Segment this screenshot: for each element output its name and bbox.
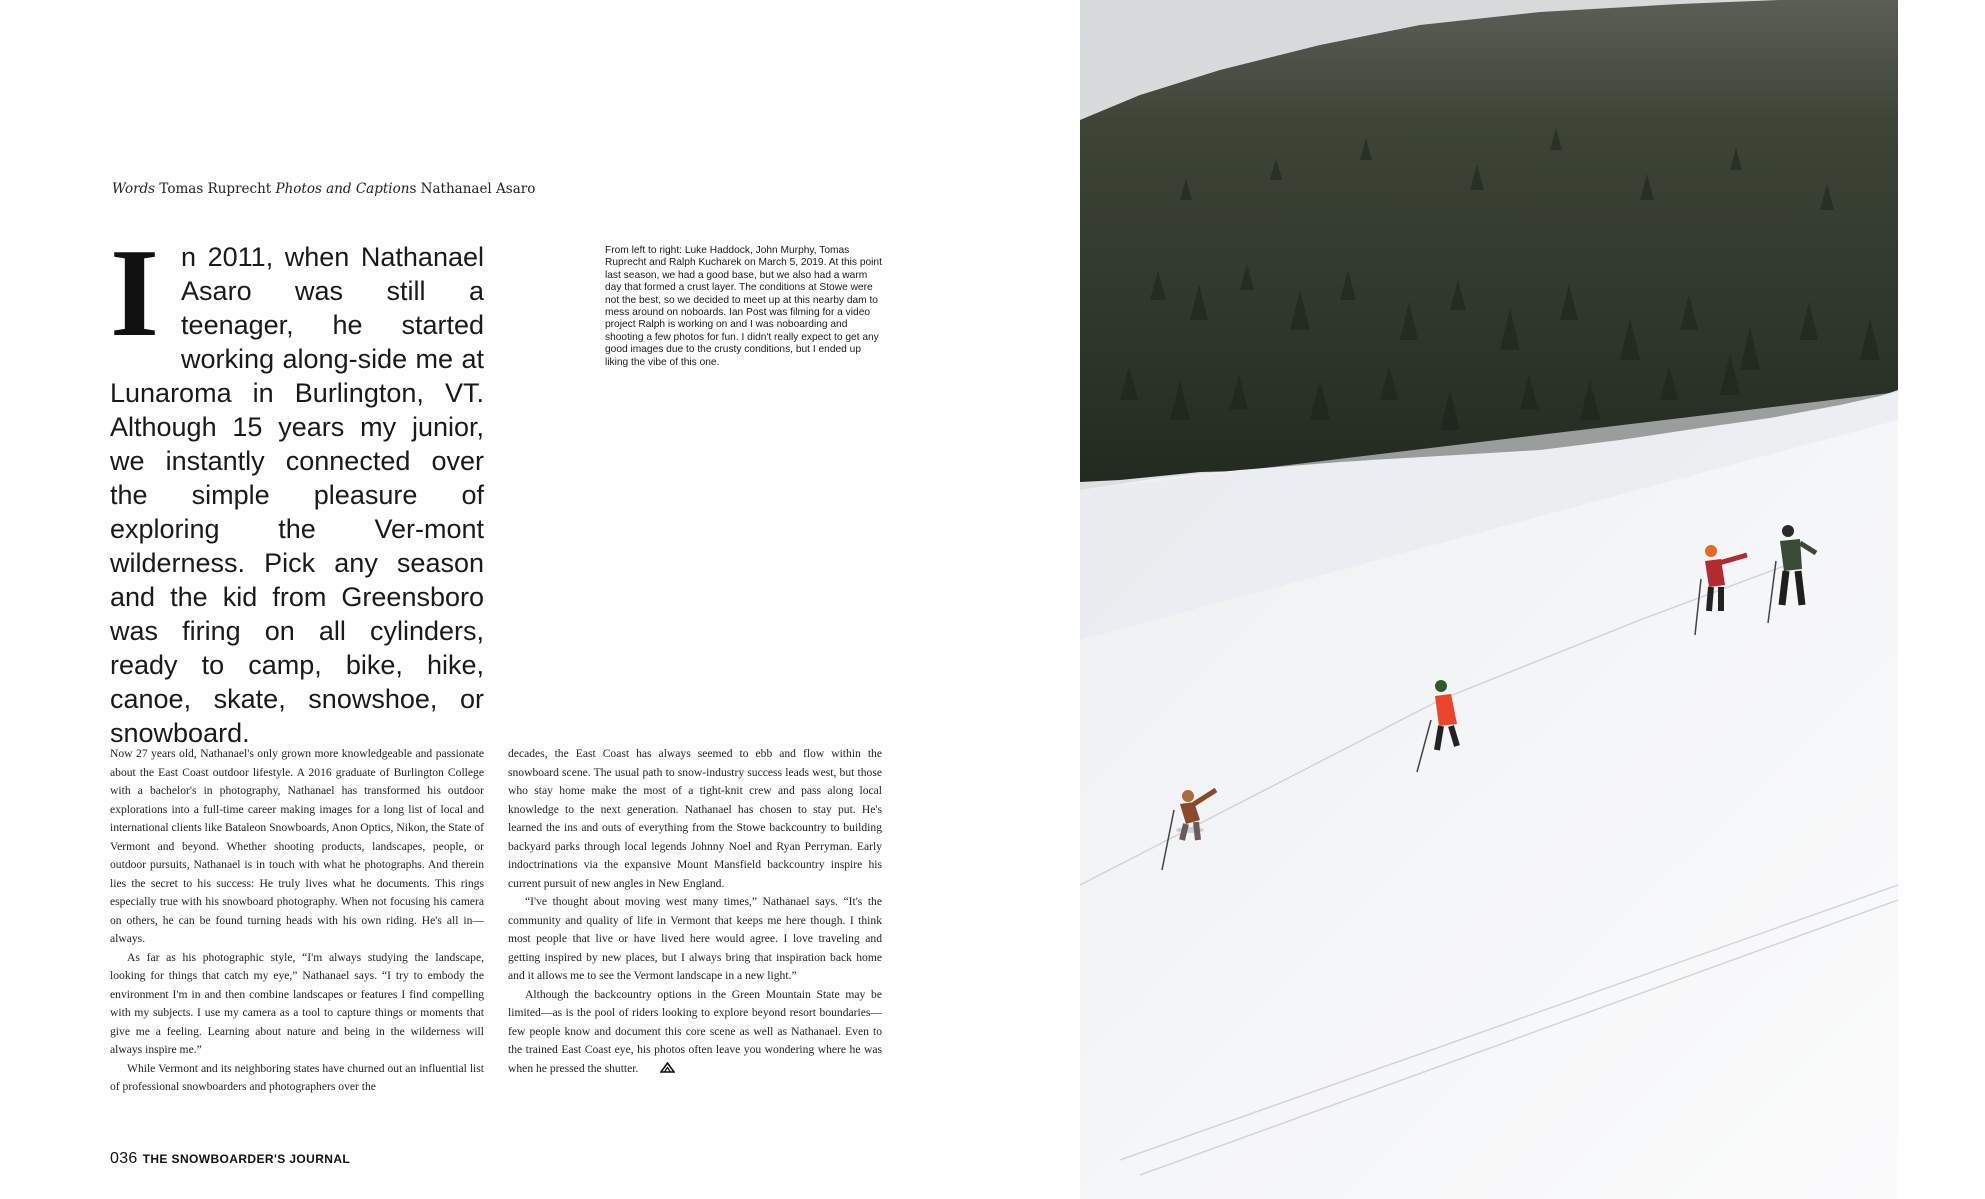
article-credits	[112, 181, 535, 197]
body-paragraph: “I've thought about moving west many times,” Nathanael says. “It's the community and quality of life in Vermont that keeps me here though. I think most people that live or have lived here would agree. I love traveling and getting inspired by new places, but I always bring that inspiration back home and it allows me to see the Vermont landscape in a new light.”	[508, 895, 882, 982]
photographer-name: s Nathanael Asaro	[409, 181, 536, 197]
writer-name: Tomas Ruprecht	[155, 181, 276, 197]
mountain-logo-icon	[643, 1061, 675, 1080]
body-column-1	[110, 745, 484, 1097]
drop-cap: I	[110, 224, 160, 363]
snow-slope-photo	[1080, 0, 1898, 1199]
words-label: Words	[112, 181, 156, 197]
body-paragraph: While Vermont and its neighboring states have churned out an influential list of professional snowboarders and photographers over the	[110, 1061, 484, 1093]
lede-text: n 2011, when Nathanael Asaro was still a teenager, he started working along-side me at Lunaroma in Burlington, VT. Although 15 years my junior, we instantly connected over the simple pleasure of exploring the Ver-mont wilderness. Pick any season and the kid from Greensboro was firing on all cylinders, ready to camp, bike, hike, canoe, skate, snowshoe, or snowboard.	[110, 242, 484, 748]
body-paragraph-text: Although the backcountry options in the Green Mountain State may be limited—as is the pool of riders looking to explore beyond resort boundaries—few people know and document this core scene as well as Nathanael. Even to the trained East Coast eye, his photos often leave you wondering where he was when he pressed the shutter.	[508, 987, 882, 1075]
photos-label: Photos and Caption	[275, 181, 410, 197]
feature-photo	[1080, 0, 1898, 1199]
body-paragraph-last	[508, 986, 882, 1080]
page-folio	[110, 1150, 350, 1168]
page-number: 036	[110, 1150, 138, 1167]
body-column-2	[508, 745, 882, 1079]
photo-caption: From left to right: Luke Haddock, John Murphy, Tomas Ruprecht and Ralph Kucharek on March 5, 2019. At this point last season, we had a good base, but we also had a warm day that formed a crust layer. The conditions at Stowe were not the best, so we decided to meet up at this nearby dam to mess around on noboards. Ian Post was filming for a video project Ralph is working on and I was noboarding and shooting a few photos for fun. I didn't really expect to get any good images due to the crusty conditions, but I ended up liking the vibe of this one.	[605, 245, 882, 368]
publication-name: THE SNOWBOARDER'S JOURNAL	[142, 1152, 351, 1166]
lede-paragraph	[110, 224, 484, 750]
body-paragraph: As far as his photographic style, “I'm always studying the landscape, looking for things that catch my eye,” Nathanael says. “I try to embody the environment I'm in and then combine landscapes or features I find compelling with my subjects. I use my camera as a tool to capture things or moments that give me a feeling. Learning about nature and being in the wilderness will always inspire me.”	[110, 950, 484, 1056]
body-paragraph: decades, the East Coast has always seemed to ebb and flow within the snowboard scene. The usual path to snow-industry success leads west, but those who stay home make the most of a tight-knit crew and pass along local knowledge to the next generation. Nathanael has chosen to stay put. He's learned the ins and outs of everything from the Stowe backcountry to building backyard parks through local legends Johnny Noel and Ryan Perryman. Early indoctrinations via the expansive Mount Mansfield backcountry inspire his current pursuit of new angles in New England.	[508, 747, 882, 890]
body-paragraph: Now 27 years old, Nathanael's only grown more knowledgeable and passionate about the East Coast outdoor lifestyle. A 2016 graduate of Burlington College with a bachelor's in photography, Nathanael has transformed his outdoor explorations into a full-time career making images for a long list of local and international clients like Bataleon Snowboards, Anon Optics, Nikon, the State of Vermont and beyond. Whether shooting products, landscapes, people, or outdoor pursuits, Nathanael is in touch with what he photographs. And therein lies the secret to his success: He truly lives what he documents. This rings especially true with his snowboard photography. When not focusing his camera on others, he can be found turning heads with his own riding. He's all in—always.	[110, 747, 484, 945]
